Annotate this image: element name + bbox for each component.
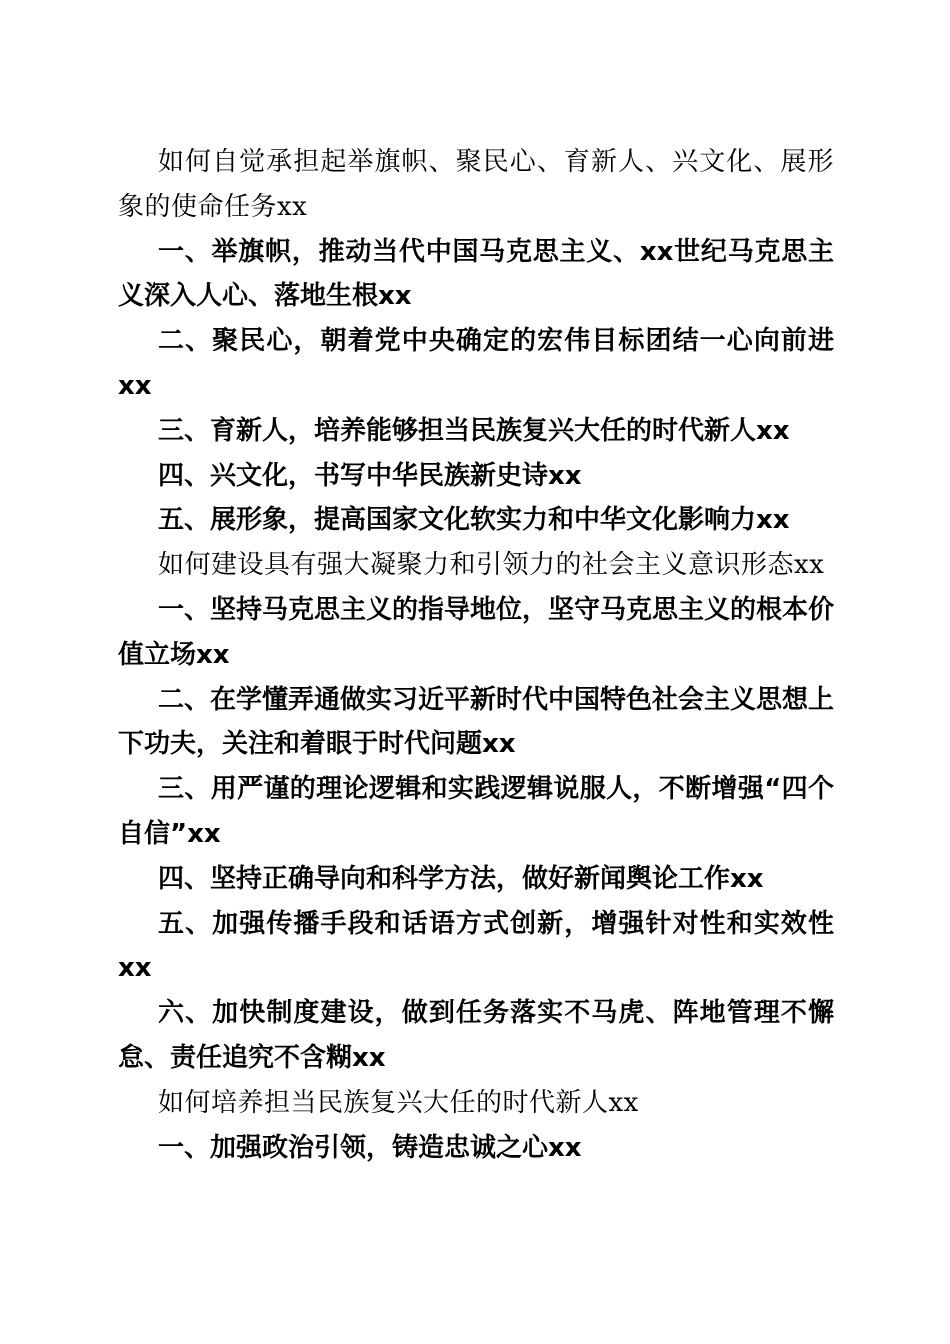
section-heading: 如何自觉承担起举旗帜、聚民心、育新人、兴文化、展形象的使命任务xx: [118, 147, 834, 222]
list-item: 一、坚持马克思主义的指导地位，坚守马克思主义的根本价值立场xx: [118, 594, 835, 670]
list-item: 四、坚持正确导向和科学方法，做好新闻舆论工作xx: [158, 863, 764, 894]
list-item: 五、展形象，提高国家文化软实力和中华文化影响力xx: [158, 505, 790, 536]
list-item: 一、举旗帜，推动当代中国马克思主义、xx世纪马克思主义深入人心、落地生根xx: [118, 236, 834, 312]
list-item: 二、在学懂弄通做实习近平新时代中国特色社会主义思想上下功夫，关注和着眼于时代问题xx: [118, 684, 835, 760]
list-item: 三、育新人，培养能够担当民族复兴大任的时代新人xx: [158, 415, 790, 446]
list-item: 二、聚民心，朝着党中央确定的宏伟目标团结一心向前进xx: [118, 326, 834, 401]
document-body: [118, 140, 834, 1170]
section-heading: 如何培养担当民族复兴大任的时代新人xx: [158, 1087, 639, 1118]
list-item: 六、加快制度建设，做到任务落实不马虎、阵地管理不懈怠、责任追究不含糊xx: [118, 998, 834, 1073]
list-item: 一、加强政治引领，铸造忠诚之心xx: [158, 1132, 582, 1163]
section-heading: 如何建设具有强大凝聚力和引领力的社会主义意识形态xx: [158, 550, 825, 581]
list-item: 四、兴文化，书写中华民族新史诗xx: [158, 460, 582, 491]
list-item: 五、加强传播手段和话语方式创新，增强针对性和实效性xx: [118, 908, 834, 984]
list-item: 三、用严谨的理论逻辑和实践逻辑说服人，不断增强“四个自信”xx: [118, 774, 834, 849]
